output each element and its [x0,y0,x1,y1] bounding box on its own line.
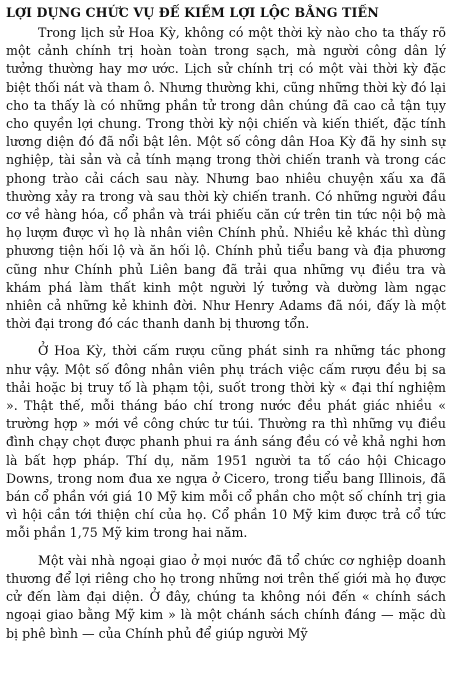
paragraph-diplomats: Một vài nhà ngoại giao ở mọi nước đã tổ chức cơ nghiệp doanh thương để lợi riêng cho họ trong những nơi trên thế giới mà họ được cử đến làm đại diện. Ở đây, chúng ta không nói đến « chính sách ngoại giao bằng Mỹ kim » là một chánh sách chính đáng — mặc dù bị phê bình — của Chính phủ để giúp người Mỹ [6,552,446,641]
document-title: LỢI DỤNG CHỨC VỤ ĐỂ KIẾM LỢI LỘC BẰNG TIỀN [6,5,379,20]
paragraph-history: Trong lịch sử Hoa Kỳ, không có một thời kỳ nào cho ta thấy rõ một cảnh chính trị hoàn toàn trong sạch, mà người công dân lý tưởng thường hay mơ ước. Lịch sử chính trị có một vài thời kỳ đặc biệt thối nát và tham ô. Nhưng thường khi, cũng những thời kỳ đó lại cho ta thấy là có những phần tử trong dân chúng đã cao cả tận tụy cho quyền lợi chung. Trong thời kỳ nội chiến và kiến thiết, đặc tính lương diện đó đã nổi bật lên. Một số công dân Hoa Kỳ đã hy sinh sự nghiệp, tài sản và cả tính mạng trong thời chiến tranh và trong các phong trào cải cách sau này. Nhưng bao nhiêu chuyện xấu xa đã thường xảy ra trong và sau thời kỳ chiến tranh. Có những người đầu cơ về hàng hóa, cổ phần và trái phiếu căn cứ trên tin tức nội bộ mà họ lượm được vì họ là nhân viên Chính phủ. Nhiều kẻ khác thì dùng phương tiện hối lộ và ăn hối lộ. Chính phủ tiểu bang và địa phương cũng như Chính phủ Liên bang đã trải qua những vụ điều tra và khám phá làm thất kinh một người lý tưởng và dường làm ngạc nhiên cả những kẻ khinh đời. Như Henry Adams đã nói, đấy là một thời đại trong đó các thanh danh bị thương tổn. [6,25,446,332]
document-page [6,4,446,682]
paragraph-prohibition: Ở Hoa Kỳ, thời cấm rượu cũng phát sinh ra những tác phong như vậy. Một số đông nhân viên phụ trách việc cấm rượu đều bị sa thải hoặc bị truy tố là phạm tội, suốt trong thời kỳ « đại thí nghiệm ». Thật thế, mỗi tháng báo chí trong nước đều phát giác nhiều « trường hợp » mới về công chức tư túi. Thường ra thì những vụ điều đình chạy chọt được phanh phui ra ánh sáng đều có vẻ khả nghi hơn là bất hợp pháp. Thí dụ, năm 1951 người ta tố cáo hội Chicago Downs, trong nom đua xe ngựa ở Cicero, trong tiểu bang Illinois, đã bán cổ phần với giá 10 Mỹ kim mỗi cổ phần cho một số chính trị gia vì hội cần tới thiện chí của họ. Cổ phần 10 Mỹ kim được trả cổ tức mỗi phần 1,75 Mỹ kim trong hai năm. [6,343,446,541]
